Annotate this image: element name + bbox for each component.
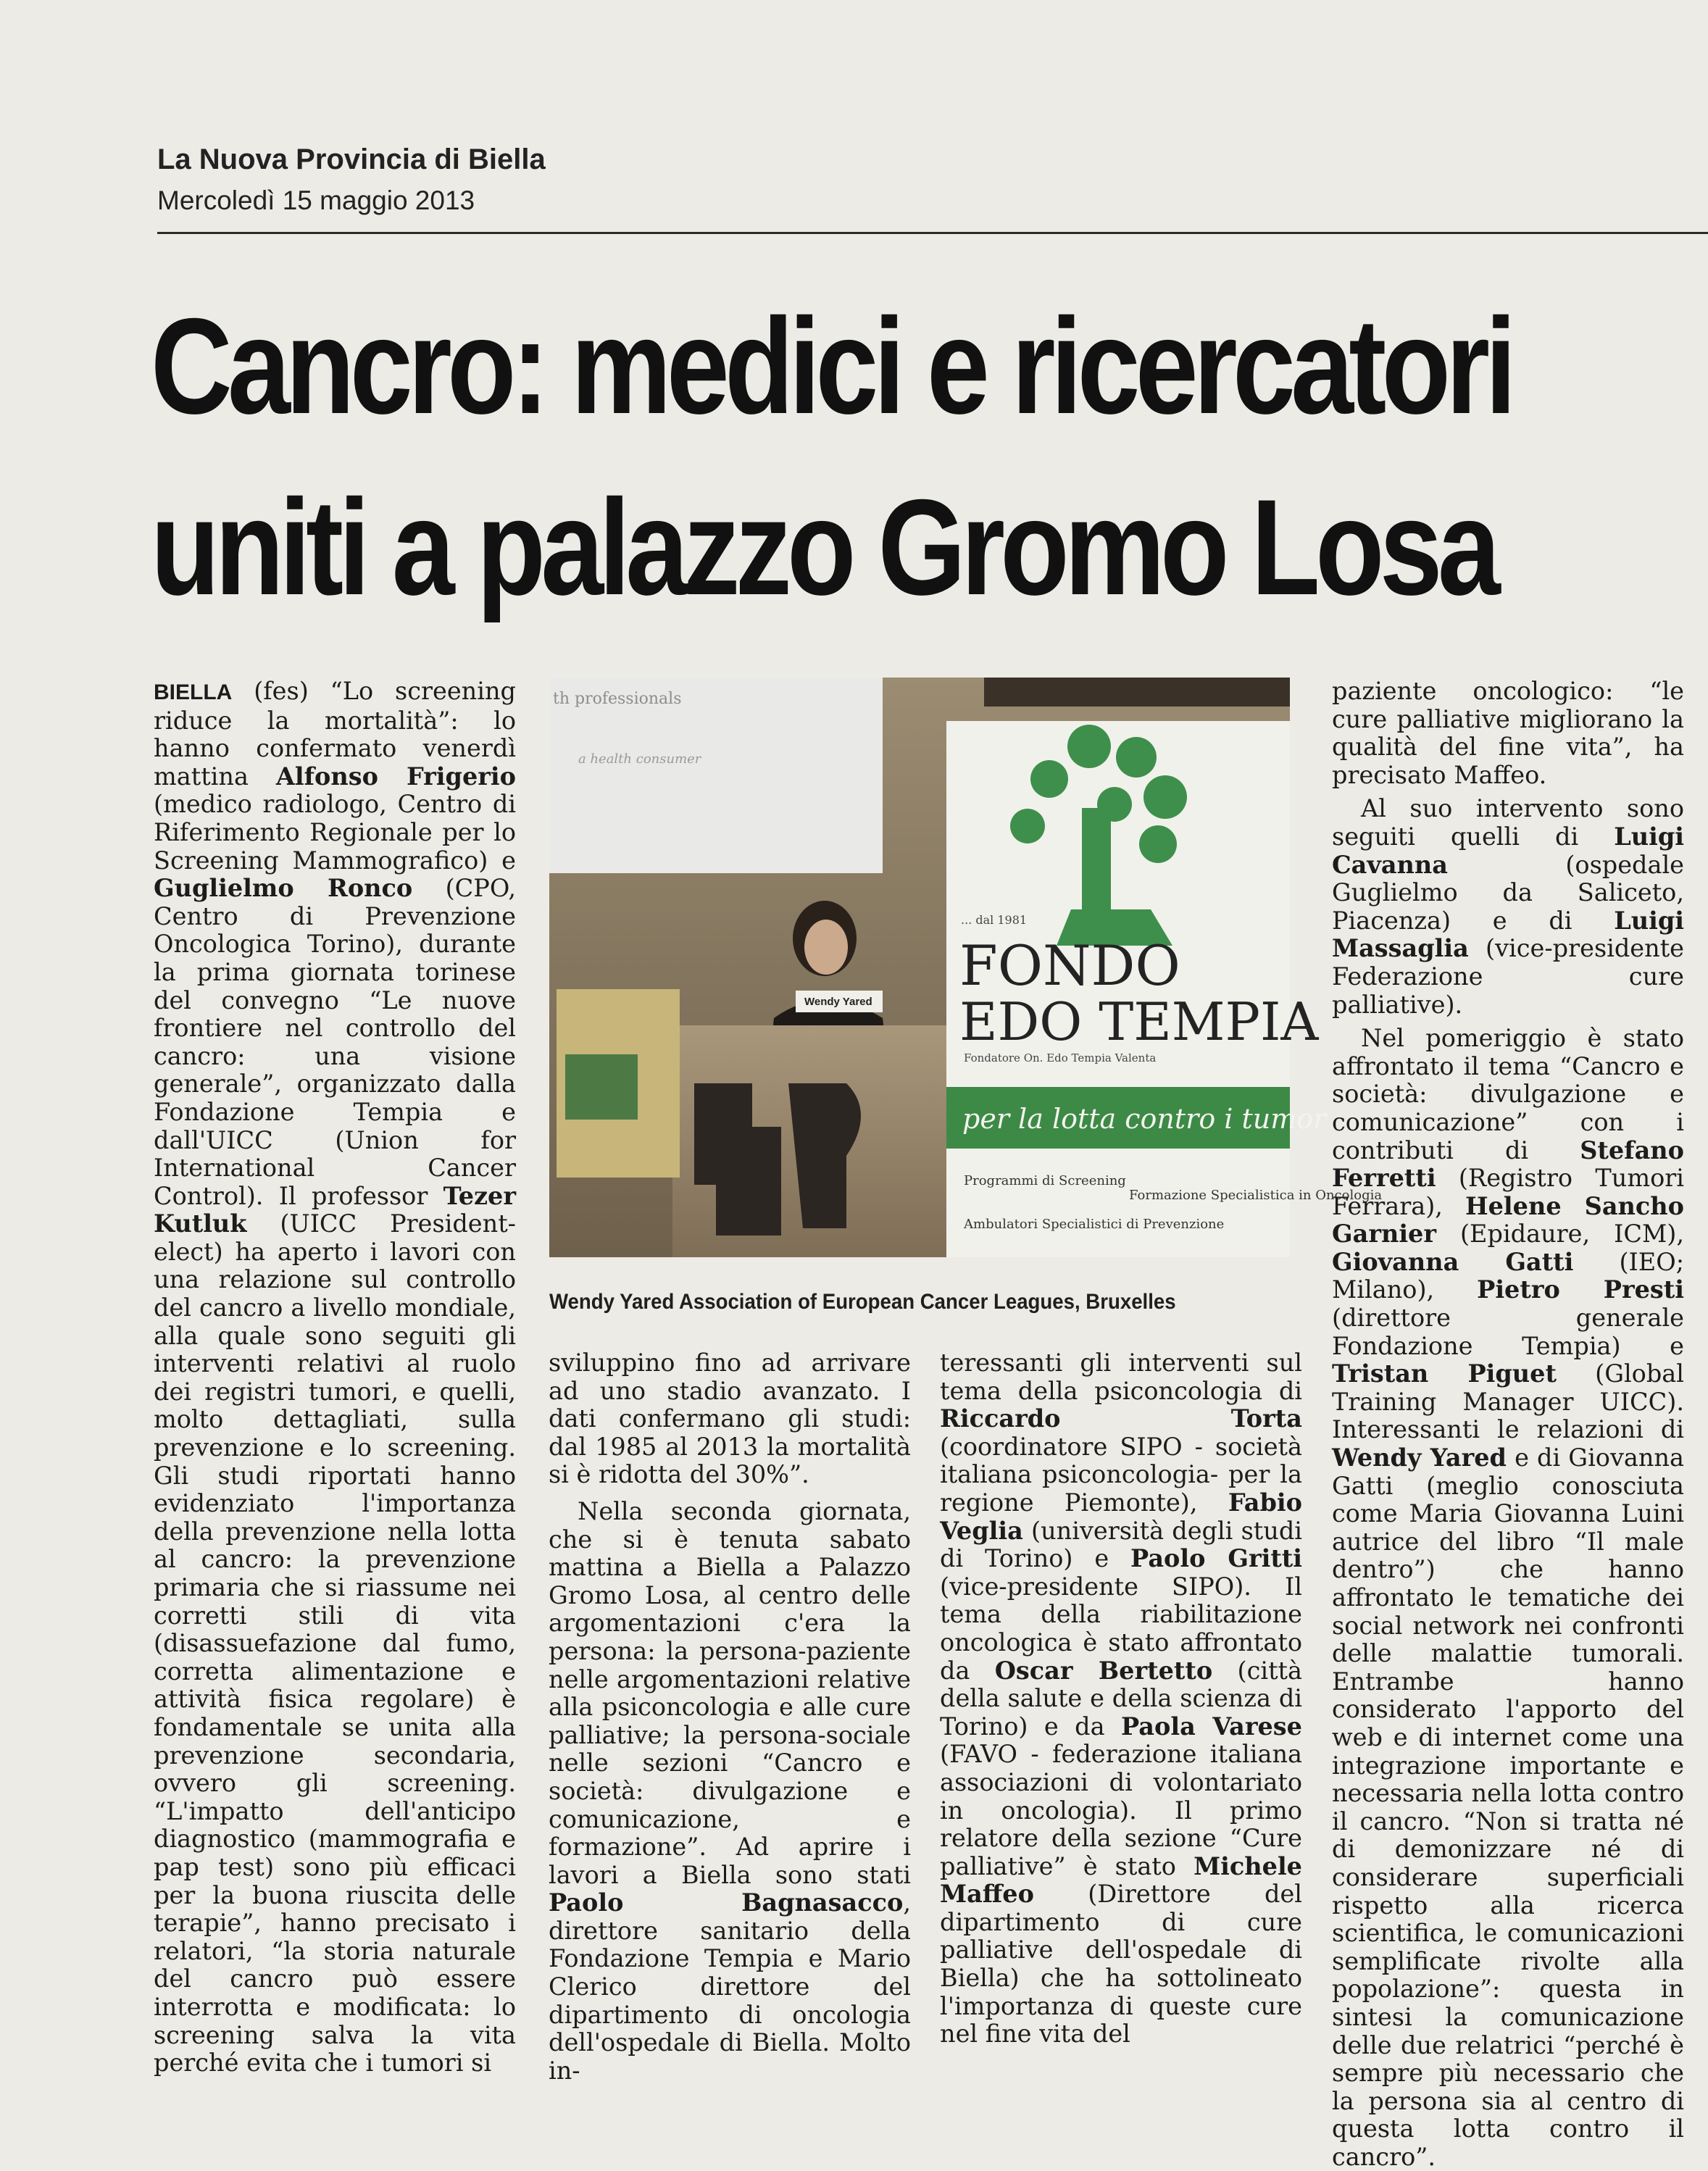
text-run: (IEO; Milano), bbox=[1332, 1247, 1684, 1304]
text-run: (università degli studi di Torino) e bbox=[940, 1516, 1302, 1573]
person-name: Oscar Bertetto bbox=[994, 1656, 1213, 1685]
person-name: Guglielmo Ronco bbox=[154, 874, 413, 903]
banner-title-1: FONDO bbox=[959, 933, 1180, 998]
banner-slogan: per la lotta contro i tumor bbox=[962, 1103, 1327, 1135]
person-name: Paolo Gritti bbox=[1130, 1544, 1302, 1573]
person-name: Paola Varese bbox=[1121, 1712, 1302, 1741]
text-run: , direttore sanitario della Fondazione Tempia e Mario Clerico direttore del dipartimento di oncologia dell'ospedale di Biella. Molto in- bbox=[549, 1888, 911, 2085]
text-run: (UICC President-elect) ha aperto i lavori con una relazione sul controllo del cancro a livello mondiale, alla quale sono seguiti gli interventi relativi al ruolo dei registri tumori, e quelli, molto dettagliati, sulla prevenzione e lo screening. Gli studi riportati hanno evidenziato l'importanza della prevenzione nella lotta al cancro: la prevenzione primaria che si riassume nei corretti stili di vita (disassuefazione dal fumo, corretta alimentazione e attività fisica regolare) è fondamentale se unita alla prevenzione secondaria, ovvero gli screening. “L'impatto dell'anticipo diagnostico (mammografia e pap test) sono più efficaci per la buona riuscita delle terapie”, hanno precisato i relatori, “la storia naturale del cancro può essere interrotta e modificata: lo screening salva la vita perché evita che i tumori si bbox=[154, 1209, 516, 2078]
paragraph bbox=[154, 678, 516, 2078]
text-run: (città della salute e della scienza di Torino) e da bbox=[940, 1656, 1302, 1741]
text-run: paziente oncologico: “le cure palliative migliorano la qualità del fine vita”, ha precisato Maffeo. bbox=[1332, 677, 1684, 789]
screen-text-2: a health consumer bbox=[578, 751, 701, 767]
person-name: Giovanna Gatti bbox=[1332, 1247, 1574, 1276]
text-run: (CPO, Centro di Prevenzione Oncologica Torino), durante la prima giornata torinese del convegno “Le nuove frontiere nel controllo del cancro: una visione generale”, organizzato dalla Fondazione Tempia e dall'UICC (Union for International Cancer Control). Il professor bbox=[154, 874, 517, 1210]
person-name: Wendy Yared bbox=[1332, 1443, 1507, 1472]
person-name: Stefano Ferretti bbox=[1332, 1135, 1684, 1193]
photo-illustration bbox=[549, 678, 1383, 1257]
text-run: (fes) “Lo screening riduce la mortalità”: lo hanno confermato venerdì mattina bbox=[154, 677, 516, 791]
banner-item-1: Programmi di Screening bbox=[964, 1173, 1126, 1188]
article-column-1 bbox=[154, 678, 516, 2078]
person-name: Luigi Cavanna bbox=[1332, 822, 1684, 879]
text-run: Nel pomeriggio è stato affrontato il tema “Cancro e società: divulgazione e comunicazione” con i contributi di bbox=[1332, 1024, 1684, 1164]
banner-item-2: Ambulatori Specialistici di Prevenzione bbox=[964, 1217, 1225, 1232]
nameplate-text: Wendy Yared bbox=[804, 996, 872, 1008]
text-run: e di Giovanna Gatti (meglio conosciuta come Maria Giovanna Luini autrice del libro “Il male dentro”) che hanno affrontato le tematiche dei social network nei confronti delle malattie tumorali. Entrambe hanno considerato l'apporto del web e di internet come una integrazione importante e necessaria nella lotta contro il cancro. “Non si tratta né di demonizzare né di considerare superficiali rispetto alla ricerca scientifica, le comunicazioni semplificate rivolte alla popolazione”: questa in sintesi la comunicazione delle due relatrici “perché è sempre più necessario che la persona sia al centro di questa lotta contro il cancro”. bbox=[1332, 1443, 1684, 2171]
paragraph bbox=[940, 1349, 1302, 2049]
person-name: Pietro Presti bbox=[1477, 1275, 1684, 1304]
article-column-2 bbox=[549, 1349, 911, 2085]
header-rule bbox=[157, 232, 1708, 234]
person-name: Riccardo Torta bbox=[940, 1404, 1302, 1433]
person-name: Paolo Bagnasacco bbox=[549, 1888, 904, 1917]
photo-caption: Wendy Yared Association of European Cancer Leagues, Bruxelles bbox=[549, 1290, 1176, 1314]
text-run: teressanti gli interventi sul tema della psiconcologia di bbox=[940, 1349, 1302, 1405]
dateline: BIELLA bbox=[154, 680, 233, 704]
person-name: Michele Maffeo bbox=[940, 1851, 1302, 1909]
banner-title-2: EDO TEMPIA bbox=[959, 991, 1319, 1052]
screen-text-1: th professionals bbox=[553, 690, 682, 708]
speaker-face bbox=[804, 920, 848, 975]
text-run: (vice-presidente Federazione cure palliative). bbox=[1332, 934, 1684, 1019]
person-name: Alfonso Frigerio bbox=[275, 762, 516, 791]
banner-founder: Fondatore On. Edo Tempia Valenta bbox=[964, 1051, 1157, 1064]
paragraph bbox=[549, 1349, 911, 1489]
article-column-4 bbox=[1332, 678, 1684, 2171]
text-run: (direttore generale Fondazione Tempia) e bbox=[1332, 1304, 1684, 1360]
text-run: (coordinatore SIPO - società italiana psiconcologia- per la regione Piemonte), bbox=[940, 1432, 1302, 1517]
text-run: (vice-presidente SIPO). Il tema della riabilitazione oncologica è stato affrontato da bbox=[940, 1572, 1302, 1685]
text-run: (medico radiologo, Centro di Riferimento Regionale per lo Screening Mammografico) e bbox=[154, 790, 516, 875]
publication-name: La Nuova Provincia di Biella bbox=[157, 143, 546, 175]
text-run: (Global Training Manager UICC). Interessanti le relazioni di bbox=[1332, 1359, 1684, 1444]
person-name: Luigi Massaglia bbox=[1332, 906, 1684, 963]
text-run: (FAVO - federazione italiana associazioni di volontariato in oncologia). Il primo relatore della sezione “Cure palliative” è stato bbox=[940, 1740, 1302, 1880]
text-run: (ospedale Guglielmo da Saliceto, Piacenza) e di bbox=[1332, 850, 1684, 935]
text-run: sviluppino fino ad arrivare ad uno stadio avanzato. I dati confermano gli studi: dal 1985 al 2013 la mortalità si è ridotta del 30%”. bbox=[549, 1349, 911, 1489]
headline-line-2: uniti a palazzo Gromo Losa bbox=[151, 471, 1496, 623]
text-run: (Registro Tumori Ferrara), bbox=[1332, 1164, 1684, 1220]
paragraph bbox=[1332, 795, 1684, 1019]
paragraph bbox=[549, 1498, 911, 2085]
conference-photo bbox=[549, 678, 1383, 1257]
paragraph bbox=[1332, 678, 1684, 789]
person-name: Helene Sancho Garnier bbox=[1332, 1191, 1684, 1249]
headline-line-1: Cancro: medici e ricercatori bbox=[151, 290, 1512, 442]
banner-item-3: Formazione Specialistica in Oncologia bbox=[1129, 1188, 1383, 1203]
person-name: Tezer Kutluk bbox=[154, 1181, 516, 1238]
text-run: Nella seconda giornata, che si è tenuta sabato mattina a Biella a Palazzo Gromo Losa, al centro delle argomentazioni c'era la persona: la persona-paziente nelle argomentazioni relative alla psiconcologia e alle cure palliative; la persona-sociale nelle sezioni “Cancro e società: divulgazione e comunicazione, e formazione”. Ad aprire i lavori a Biella sono stati bbox=[549, 1496, 911, 1889]
publication-date: Mercoledì 15 maggio 2013 bbox=[157, 186, 475, 215]
paragraph bbox=[1332, 1025, 1684, 2171]
person-name: Tristan Piguet bbox=[1332, 1359, 1557, 1388]
article-column-3 bbox=[940, 1349, 1302, 2049]
person-name: Fabio Veglia bbox=[940, 1488, 1302, 1545]
banner-since: ... dal 1981 bbox=[961, 913, 1028, 927]
text-run: (Epidaure, ICM), bbox=[1436, 1220, 1684, 1249]
text-run: Al suo intervento sono seguiti quelli di bbox=[1332, 794, 1684, 851]
text-run: (Direttore del dipartimento di cure palliative dell'ospedale di Biella) che ha sottolineato l'importanza di queste cure nel fine vita del bbox=[940, 1880, 1302, 2049]
